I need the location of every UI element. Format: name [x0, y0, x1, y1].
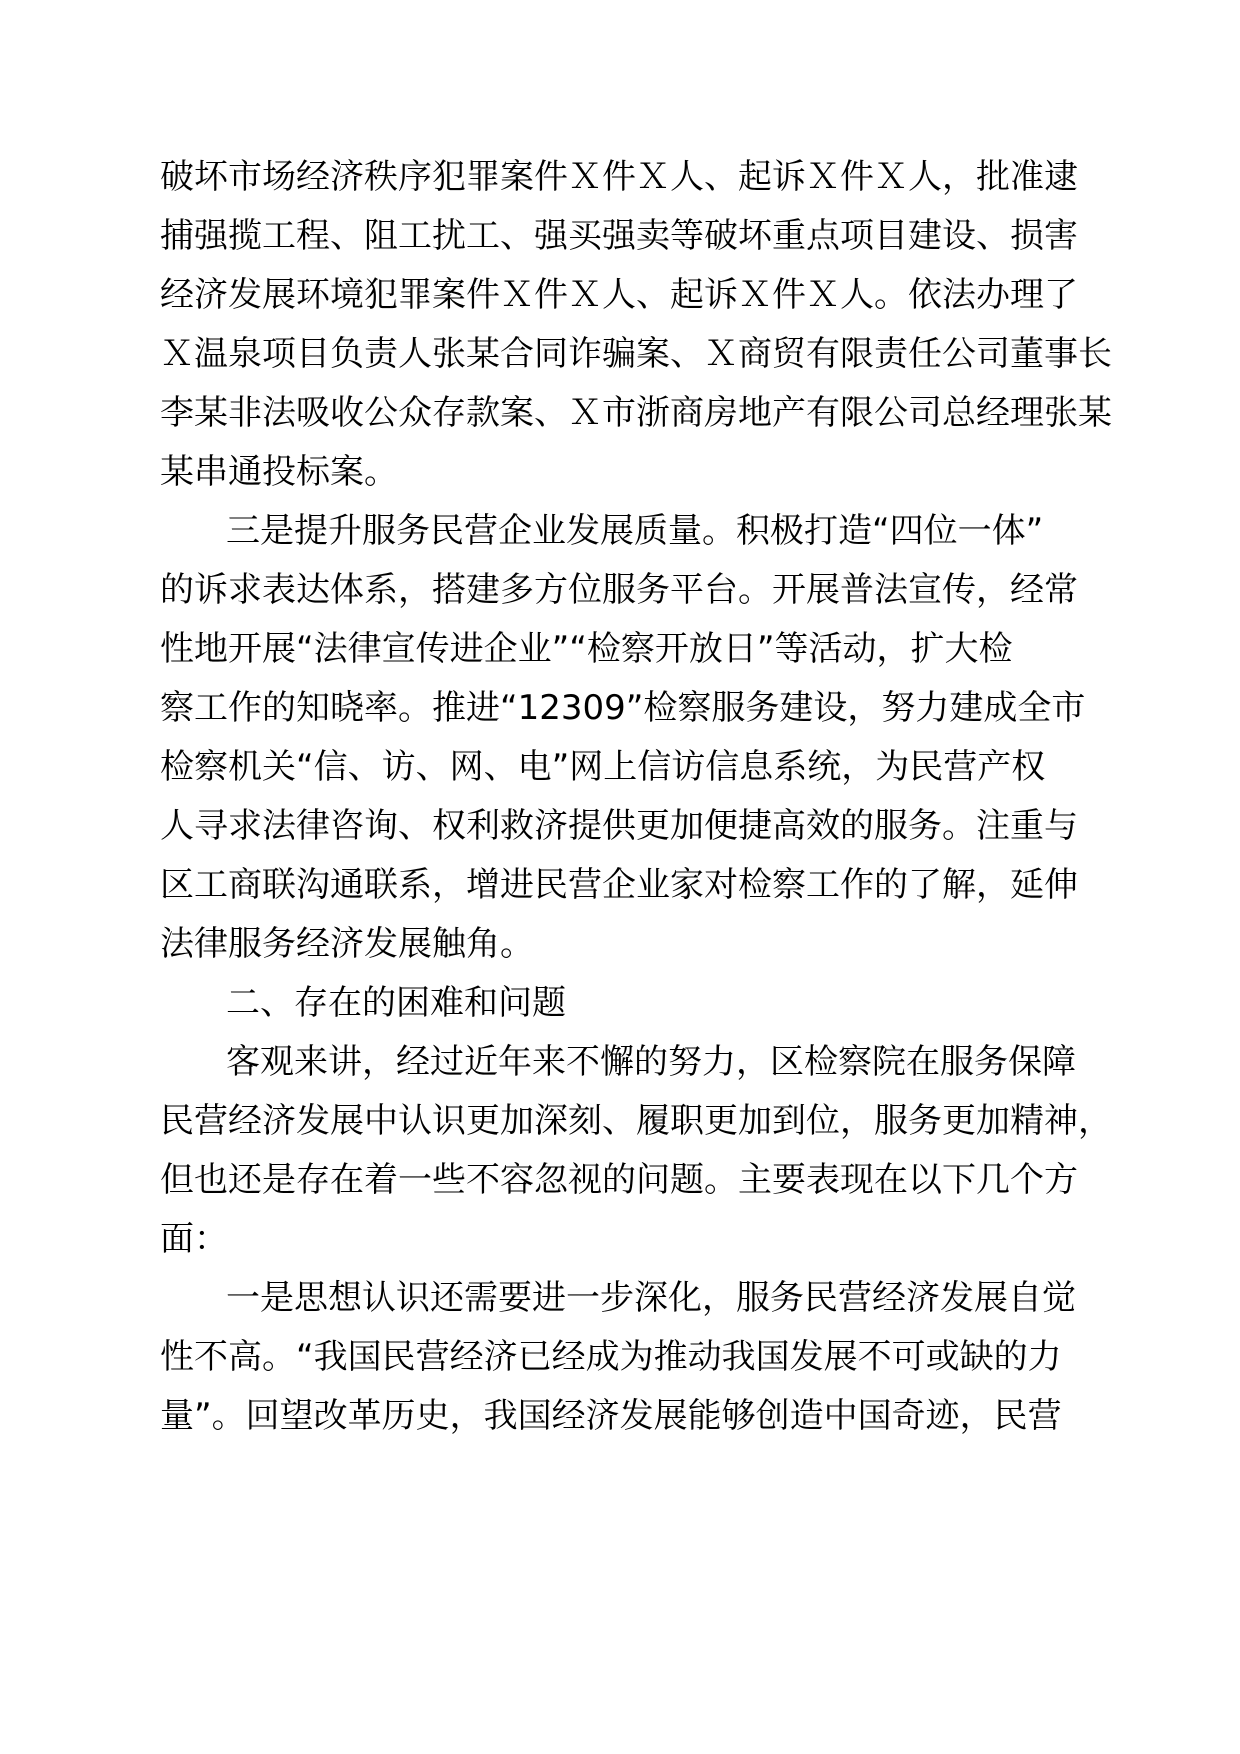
text-line: 破坏市场经济秩序犯罪案件Ｘ件Ｘ人、起诉Ｘ件Ｘ人，批准逮: [160, 157, 1078, 197]
text-line: Ｘ温泉项目负责人张某合同诈骗案、Ｘ商贸有限责任公司董事长: [160, 334, 1112, 374]
text-line: 面：: [160, 1219, 228, 1259]
section-heading: 二、存在的困难和问题: [226, 983, 566, 1023]
text-line: 某串通投标案。: [160, 452, 398, 492]
text-line: 检察机关“信、访、网、电”网上信访信息系统，为民营产权: [160, 747, 1046, 787]
text-line: 察工作的知晓率。推进“12309”检察服务建设，努力建成全市: [160, 688, 1086, 728]
text-line: 的诉求表达体系，搭建多方位服务平台。开展普法宣传，经常: [160, 570, 1078, 610]
text-line: 法律服务经济发展触角。: [160, 924, 534, 964]
text-line: 捕强揽工程、阻工扰工、强买强卖等破坏重点项目建设、损害: [160, 216, 1078, 256]
text-line: 民营经济发展中认识更加深刻、履职更加到位，服务更加精神，: [160, 1101, 1112, 1141]
text-line: 性地开展“法律宣传进企业”“检察开放日”等活动，扩大检: [160, 629, 1013, 669]
text-line: 经济发展环境犯罪案件Ｘ件Ｘ人、起诉Ｘ件Ｘ人。依法办理了: [160, 275, 1078, 315]
paragraph-start-line: 一是思想认识还需要进一步深化，服务民营经济发展自觉: [226, 1278, 1076, 1318]
text-line: 人寻求法律咨询、权利救济提供更加便捷高效的服务。注重与: [160, 806, 1078, 846]
text-line: 区工商联沟通联系，增进民营企业家对检察工作的了解，延伸: [160, 865, 1078, 905]
text-line: 李某非法吸收公众存款案、Ｘ市浙商房地产有限公司总经理张某: [160, 393, 1112, 433]
text-line: 性不高。“我国民营经济已经成为推动我国发展不可或缺的力: [160, 1337, 1062, 1377]
text-line: 但也还是存在着一些不容忽视的问题。主要表现在以下几个方: [160, 1160, 1078, 1200]
text-line: 量”。回望改革历史，我国经济发展能够创造中国奇迹，民营: [160, 1396, 1062, 1436]
paragraph-start-line: 客观来讲，经过近年来不懈的努力，区检察院在服务保障: [226, 1042, 1076, 1082]
paragraph-start-line: 三是提升服务民营企业发展质量。积极打造“四位一体”: [226, 511, 1044, 551]
